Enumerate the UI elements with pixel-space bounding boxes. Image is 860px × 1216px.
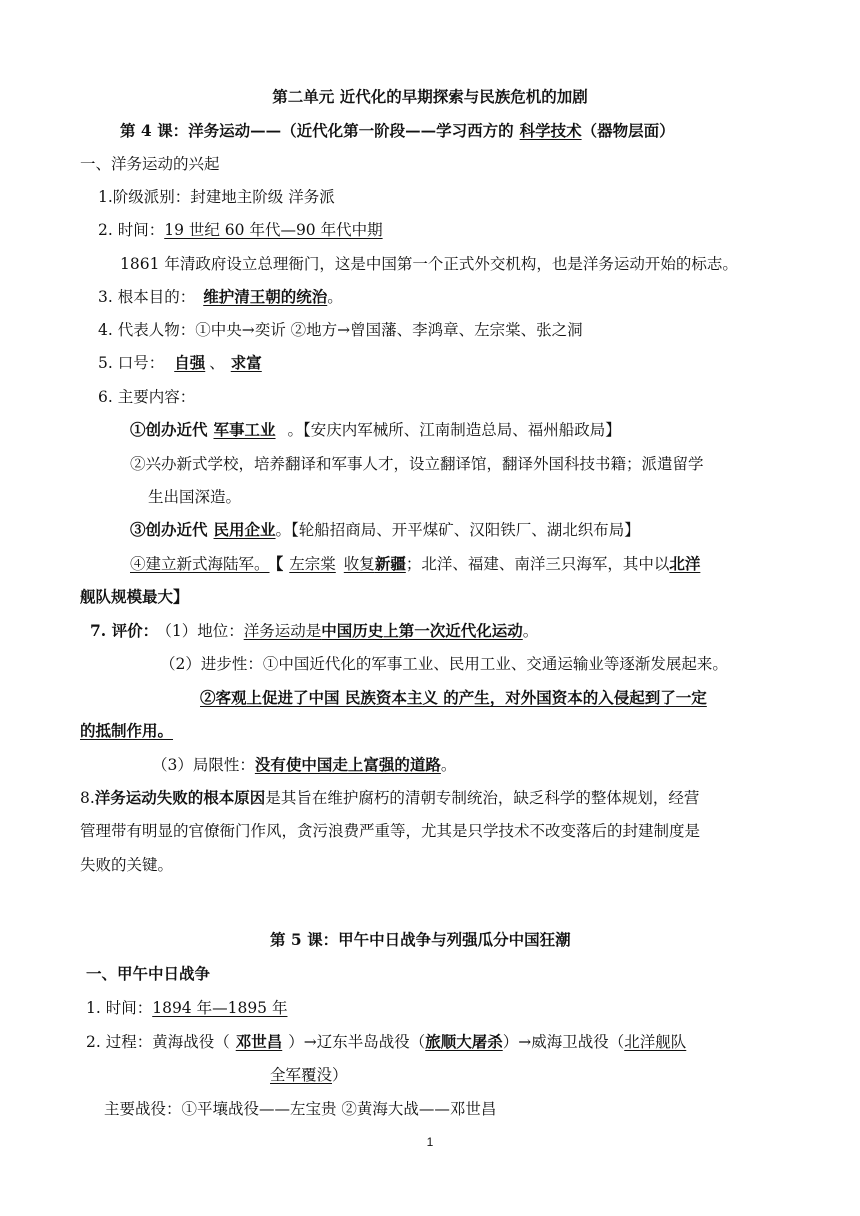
evaluation-limitation-end: 。 [440,756,457,774]
content-civil-enterprise [130,518,640,542]
item-time [98,218,383,242]
item-content-label: 6. 主要内容： [98,388,196,406]
item-figures: 4. 代表人物：①中央→奕䜣 ②地方→曾国藩、李鸿章、左宗棠、张之洞 [98,321,583,339]
evaluation-position-text: 洋务运动是 [243,622,322,640]
lesson4-heading-keyword: 科学技术 [519,121,582,140]
war-time [86,996,287,1020]
failure-line2: 管理带有明显的官僚衙门作风，贪污浪费严重等，尤其是只学技术不改变落后的封建制度是 [80,822,701,840]
content-navy-xinjiang: 新疆 [374,554,406,573]
content-navy-recover: 收复 [343,555,375,573]
item-purpose-label: 3. 根本目的： [98,288,196,306]
content-civil-prefix: ③创办近代 [130,520,208,539]
failure-line3: 失败的关键。 [80,856,174,874]
evaluation-position-keyword: 中国历史上第一次近代化运动 [321,621,523,640]
evaluation-limitation-keyword: 没有使中国走上富强的道路 [254,755,441,774]
content-navy-prefix: ④建立新式海陆军。 [130,555,270,573]
content-military-keyword: 军事工业 [213,420,276,439]
content-navy-line2 [80,585,189,609]
evaluation-position-label: （1）地位： [164,622,244,640]
content-schools-line2: 生出国深造。 [148,488,242,506]
failure-line1 [80,786,699,810]
content-navy-bracket: 【 [275,554,284,573]
section-heading-rise: 一、洋务运动的兴起 [80,155,220,173]
item-purpose [98,285,343,309]
war-process-weihaiwei: ）→威海卫战役（ [502,1033,625,1051]
content-navy-line1 [130,552,700,576]
war-time-value: 1894 年—1895 年 [152,999,288,1017]
evaluation-progress-line2: ②客观上促进了中国 民族资本主义 的产生，对外国资本的入侵起到了一定 [200,688,707,707]
evaluation-position [90,619,538,643]
war-process-liaodong: ）→辽东半岛战役（ [288,1033,426,1051]
item-class-faction: 1.阶级派别：封建地主阶级 洋务派 [98,188,335,206]
item-time-label: 2. 时间： [98,221,165,239]
evaluation-progress-line1: （2）进步性：①中国近代化的军事工业、民用工业、交通运输业等逐渐发展起来。 [160,655,728,673]
content-civil-examples: 。【轮船招商局、开平煤矿、汉阳铁厂、湖北织布局】 [275,521,640,539]
war-process-lushun: 旅顺大屠杀 [425,1032,503,1051]
lesson5-section-war: 一、甲午中日战争 [86,964,211,983]
content-navy-beiyang: 北洋 [669,554,701,573]
war-time-label: 1. 时间： [86,999,153,1017]
content-navy-largest: 规模最大】 [111,587,189,606]
evaluation-position-end: 。 [522,622,539,640]
slogan-seeking-wealth: 求富 [230,353,262,372]
content-navy-fleets: ；北洋、福建、南洋三只海军，其中以 [405,555,670,573]
evaluation-label: 7. 评价： [90,621,159,640]
evaluation-progress-line3: 的抵制作用。 [80,721,174,740]
item-slogan-label: 5. 口号： [98,354,165,372]
evaluation-limitation [152,753,456,777]
failure-text1: 是其旨在维护腐朽的清朝专制统治，缺乏科学的整体规划，经营 [265,789,700,807]
failure-keyword: 洋务运动失败的根本原因 [94,788,266,807]
failure-number: 8. [80,789,95,807]
lesson5-heading: 第 5 课：甲午中日战争与列强瓜分中国狂潮 [270,930,571,949]
content-navy-fleet-word: 舰队 [80,587,112,606]
slogan-separator: 、 [209,354,225,372]
page-number: 1 [426,1135,434,1149]
war-process-end: ） [332,1066,348,1084]
war-process-annihilated: 全军覆没 [270,1066,333,1084]
evaluation-limitation-label: （3）局限性： [152,756,255,774]
item-slogan [98,351,268,375]
slogan-self-strengthening: 自强 [174,353,206,372]
war-process-beiyang: 北洋舰队 [624,1033,687,1051]
content-navy-zuo: 左宗棠 [289,555,336,573]
item-purpose-end: 。 [327,288,343,306]
content-military-prefix: ①创办近代 [130,420,208,439]
content-civil-keyword: 民用企业 [213,520,276,539]
content-schools-line1: ②兴办新式学校，培养翻译和军事人才，设立翻译馆，翻译外国科技书籍；派遣留学 [130,455,704,473]
war-process-deng: 邓世昌 [235,1032,283,1051]
lesson4-heading-suffix: （器物层面） [581,121,675,140]
content-military-examples: 。【安庆内军械所、江南制造总局、福州船政局】 [287,421,621,439]
unit-title: 第二单元 近代化的早期探索与民族危机的加剧 [272,87,588,106]
item-time-value: 19 世纪 60 年代—90 年代中期 [164,221,383,239]
war-process-label: 2. 过程：黄海战役（ [86,1033,230,1051]
lesson4-heading [120,119,675,143]
war-battles: 主要战役：①平壤战役——左宝贵 ②黄海大战——邓世昌 [104,1100,497,1118]
item-time-note: 1861 年清政府设立总理衙门，这是中国第一个正式外交机构，也是洋务运动开始的标志。 [120,255,738,273]
war-process-line1 [86,1030,686,1054]
war-process-line2 [270,1063,348,1087]
content-military-industry [130,418,621,442]
lesson4-heading-text: 第 4 课：洋务运动——（近代化第一阶段——学习西方的 [120,121,514,140]
item-purpose-value: 维护清王朝的统治 [203,287,328,306]
